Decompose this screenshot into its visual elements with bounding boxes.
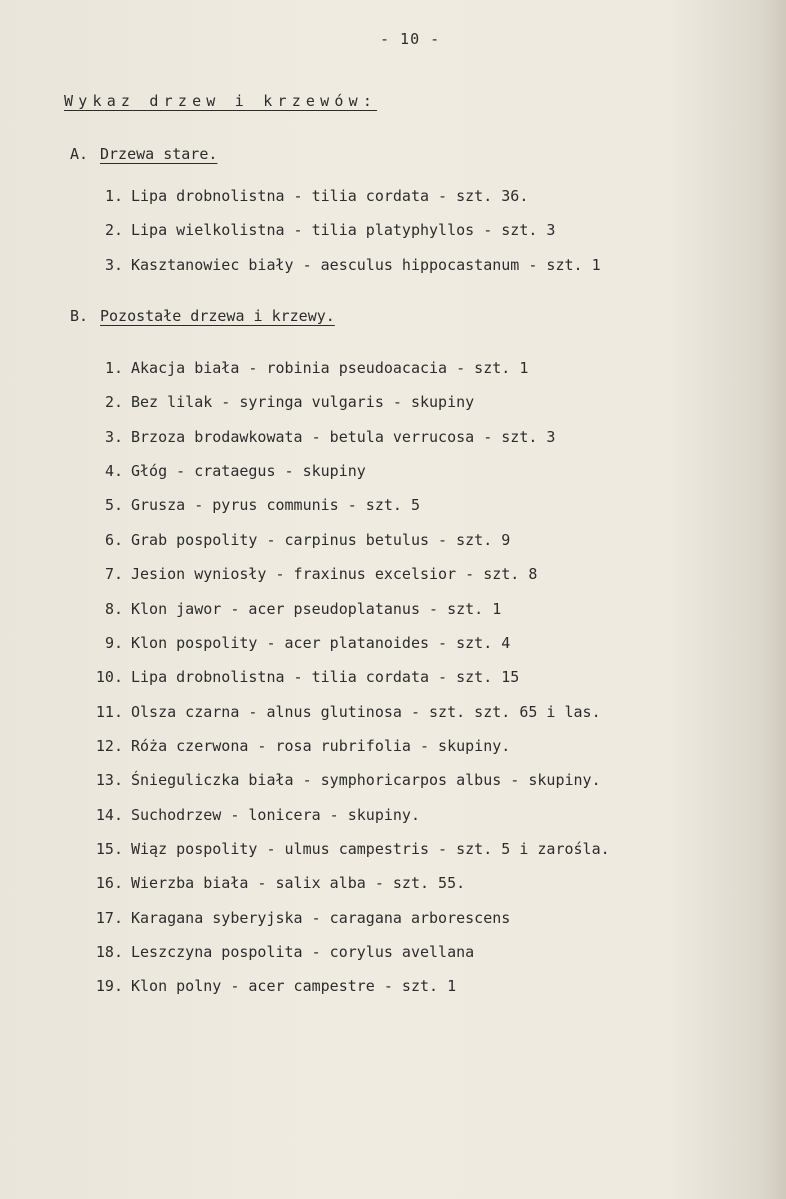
item-number: 5. bbox=[104, 496, 123, 515]
item-number: 19. bbox=[95, 977, 123, 996]
item-text: Bez lilak - syringa vulgaris - skupiny bbox=[131, 393, 475, 412]
section-label: Drzewa stare. bbox=[100, 145, 218, 163]
item-text: Wierzba biała - salix alba - szt. 55. bbox=[131, 874, 466, 893]
item-text: Olsza czarna - alnus glutinosa - szt. szt. 65 i las. bbox=[131, 702, 601, 721]
item-number: 12. bbox=[95, 736, 123, 755]
item-text: Lipa wielkolistna - tilia platyphyllos - szt. 3 bbox=[131, 221, 556, 239]
section-heading-b bbox=[70, 307, 335, 325]
item-number: 3. bbox=[104, 256, 123, 274]
item-number: 4. bbox=[104, 462, 123, 481]
item-text: Wiąz pospolity - ulmus campestris - szt. 5 i zarośla. bbox=[131, 839, 610, 858]
item-text: Klon jawor - acer pseudoplatanus - szt. 1 bbox=[131, 599, 502, 618]
item-text: Leszczyna pospolita - corylus avellana bbox=[131, 943, 475, 961]
section-label: Pozostałe drzewa i krzewy. bbox=[100, 307, 335, 325]
document-title: Wykaz drzew i krzewów: bbox=[64, 92, 378, 110]
item-number: 1. bbox=[104, 359, 123, 377]
item-text: Róża czerwona - rosa rubrifolia - skupiny. bbox=[131, 736, 511, 755]
item-number: 16. bbox=[95, 874, 123, 893]
item-number: 9. bbox=[104, 633, 123, 652]
item-number: 1. bbox=[104, 187, 123, 205]
item-text: Brzoza brodawkowata - betula verrucosa - szt. 3 bbox=[131, 427, 556, 446]
item-number: 15. bbox=[95, 839, 123, 858]
item-text: Grusza - pyrus communis - szt. 5 bbox=[131, 496, 420, 515]
section-heading-a bbox=[70, 145, 217, 163]
item-number: 2. bbox=[104, 221, 123, 239]
item-text: Suchodrzew - lonicera - skupiny. bbox=[131, 805, 420, 824]
item-text: Kasztanowiec biały - aesculus hippocastanum - szt. 1 bbox=[131, 256, 601, 274]
item-number: 11. bbox=[95, 702, 123, 721]
item-text: Lipa drobnolistna - tilia cordata - szt. 36. bbox=[131, 187, 529, 205]
item-text: Jesion wyniosły - fraxinus excelsior - szt. 8 bbox=[131, 565, 538, 584]
item-number: 17. bbox=[95, 908, 123, 927]
item-number: 3. bbox=[104, 427, 123, 446]
section-letter: A. bbox=[70, 145, 89, 163]
item-text: Klon polny - acer campestre - szt. 1 bbox=[131, 977, 457, 996]
item-number: 2. bbox=[104, 393, 123, 412]
item-number: 7. bbox=[104, 565, 123, 584]
section-letter: B. bbox=[70, 307, 89, 325]
item-number: 8. bbox=[104, 599, 123, 618]
item-text: Głóg - crataegus - skupiny bbox=[131, 462, 366, 481]
item-text: Akacja biała - robinia pseudoacacia - szt. 1 bbox=[131, 359, 529, 377]
item-text: Karagana syberyjska - caragana arborescens bbox=[131, 908, 511, 927]
item-number: 14. bbox=[95, 805, 123, 824]
item-number: 10. bbox=[95, 668, 123, 687]
item-text: Klon pospolity - acer platanoides - szt. 4 bbox=[131, 633, 511, 652]
item-text: Grab pospolity - carpinus betulus - szt. 9 bbox=[131, 530, 511, 549]
item-number: 13. bbox=[95, 771, 123, 790]
item-number: 18. bbox=[95, 943, 123, 961]
item-text: Lipa drobnolistna - tilia cordata - szt. 15 bbox=[131, 668, 520, 687]
page-number: - 10 - bbox=[380, 30, 441, 48]
item-number: 6. bbox=[104, 530, 123, 549]
item-text: Śnieguliczka biała - symphoricarpos albus - skupiny. bbox=[131, 771, 601, 790]
